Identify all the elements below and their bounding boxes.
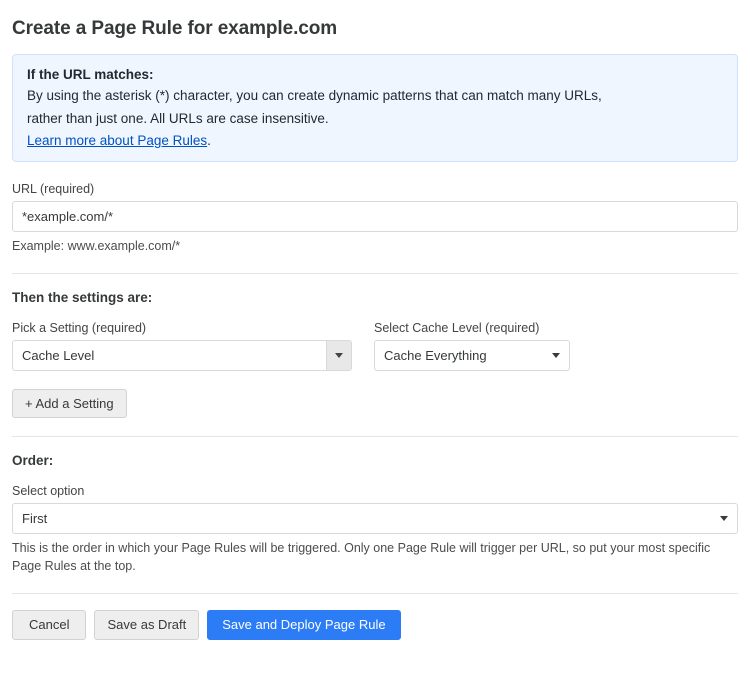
order-select-wrap — [12, 503, 738, 534]
order-select-label: Select option — [12, 483, 85, 498]
callout-heading: If the URL matches: — [27, 67, 154, 82]
cache-level-select[interactable] — [374, 340, 570, 371]
pick-setting-label: Pick a Setting (required) — [12, 320, 147, 335]
cancel-button[interactable]: Cancel — [12, 610, 86, 640]
chevron-down-icon — [335, 353, 343, 358]
pick-setting-select[interactable] — [12, 340, 352, 371]
url-match-callout — [12, 54, 738, 162]
order-select-value: First — [22, 510, 48, 526]
order-field-group — [12, 484, 738, 575]
save-as-draft-button[interactable]: Save as Draft — [94, 610, 199, 640]
url-field-label: URL (required) — [12, 181, 95, 196]
divider-settings — [12, 273, 738, 274]
order-select[interactable] — [12, 503, 738, 534]
pick-setting-value: Cache Level — [22, 347, 95, 363]
pick-setting-dropdown-button[interactable] — [326, 341, 351, 370]
url-input[interactable] — [12, 201, 738, 232]
order-hint: This is the order in which your Page Rules will be triggered. Only one Page Rule will trigger per URL, so put your most specific Page Rules at the top. — [12, 540, 711, 573]
form-actions — [12, 610, 738, 640]
divider-actions — [12, 593, 738, 594]
url-field-group — [12, 182, 738, 255]
settings-section-heading: Then the settings are: — [12, 289, 153, 305]
callout-link-row — [27, 133, 723, 148]
save-and-deploy-button[interactable]: Save and Deploy Page Rule — [207, 610, 400, 640]
page-title: Create a Page Rule for example.com — [12, 18, 338, 39]
pick-setting-select-wrap — [12, 340, 352, 371]
callout-line-2: rather than just one. All URLs are case insensitive. — [27, 111, 329, 127]
pick-setting-group — [12, 321, 352, 371]
url-field-hint: Example: www.example.com/* — [12, 238, 181, 253]
cache-level-group — [374, 321, 570, 371]
cache-level-select-wrap — [374, 340, 570, 371]
divider-order — [12, 436, 738, 437]
settings-row — [12, 321, 738, 371]
cache-level-label: Select Cache Level (required) — [374, 320, 540, 335]
callout-link-suffix: . — [207, 132, 211, 148]
order-section-heading: Order: — [12, 452, 54, 468]
callout-line-1: By using the asterisk (*) character, you can create dynamic patterns that can match many URLs, — [27, 88, 602, 103]
cache-level-value: Cache Everything — [384, 347, 487, 363]
add-setting-button[interactable]: + Add a Setting — [12, 389, 127, 418]
learn-more-page-rules-link[interactable]: Learn more about Page Rules — [27, 132, 208, 148]
